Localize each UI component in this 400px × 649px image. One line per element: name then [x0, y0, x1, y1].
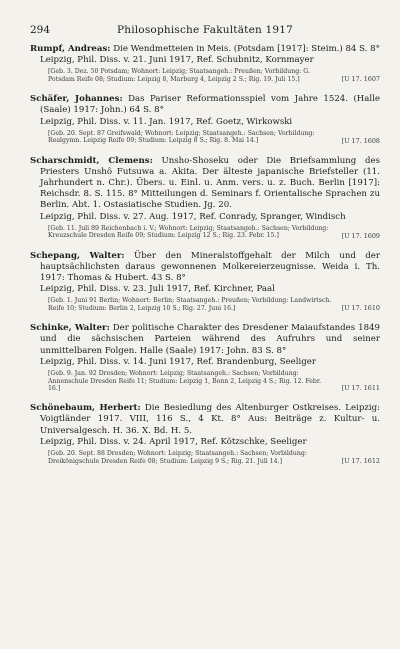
dissertation-entry [30, 94, 380, 145]
dissertation-entry [30, 44, 380, 84]
running-title: Philosophische Fakultäten 1917 [116, 24, 294, 36]
entry-title: Die Wendmetteien in Meis. (Potsdam [1917]: Steim.) 84 S. 8° [113, 44, 380, 54]
biographical-details [30, 450, 380, 466]
entry-main [30, 94, 380, 116]
biographical-details [30, 130, 380, 146]
details-text: [Geb. 20. Sept. 88 Dresden; Wohnort: Leipzig; Staatsangeh.: Sachsen; Vorbildung: Dreikönigschule Dresden Reife 08; Studium: Leipzig 9 S.; Rig. 21. Juli 14.] [48, 449, 307, 465]
dissertation-entry [30, 323, 380, 393]
entry-main [30, 403, 380, 437]
biographical-details [30, 297, 380, 313]
dissertation-info: Leipzig, Phil. Diss. v. 21. Juni 1917, Ref. Schubnitz, Kornmayer [40, 55, 314, 66]
dissertation-info: Leipzig, Phil. Diss. v. 11. Jan. 1917, Ref. Goetz, Wirkowski [40, 116, 293, 127]
author-name: Scharschmidt, Clemens: [30, 155, 153, 166]
author-name: Schäfer, Johannes: [30, 94, 123, 105]
page-number: 294 [30, 24, 51, 36]
biographical-details [30, 68, 380, 84]
entry-title: Über den Mineralstoffgehalt der Milch und der hauptsächlichsten daraus gewonnenen Molkereierzeugnisse. Weida i. Th. 1917: Thomas & Hubert. 43 S. 8° [40, 250, 380, 284]
entry-main [30, 44, 380, 55]
page-header [30, 24, 380, 36]
dissertation-entry [30, 403, 380, 466]
entry-title: Das Pariser Reformationsspiel vom Jahre 1524. (Halle (Saale) 1917: John.) 64 S. 8° [40, 94, 380, 116]
dissertation-info: Leipzig, Phil. Diss. v. 24. April 1917, Ref. Kötzschke, Seeliger [40, 436, 307, 447]
index-number: [U 17. 1612 [341, 457, 380, 466]
author-name: Rumpf, Andreas: [30, 44, 111, 54]
details-text: [Geb. 11. Juli 89 Reichenbach i. V.; Wohnort: Leipzig; Staatsangeh.: Sachsen; Vorbildung: Kreuzschule Dresden Reife 09; Studium: Leipzig 12 S.; Rig. 23. Febr. 15.] [48, 224, 329, 240]
details-text: [Geb. 3. Dez. 50 Potsdam; Wohnort: Leipzig; Staatsangeh.: Preußen; Vorbildung: G. Potsdam Reife 08; Studium: Leipzig 8, Marburg 4, Leipzig 2 S.; Rig. 19. Juli 15.] [48, 68, 310, 83]
details-text: [Geb. 20. Sept. 87 Greifswald; Wohnort: Leipzig; Staatsangeh.: Sachsen; Vorbildung: Realgymn. Leipzig Reife 09; Studium: Leipzig 8 S.; Rig. 8. Mai 14.] [48, 129, 315, 145]
dissertation-entry [30, 156, 380, 241]
biographical-details [30, 225, 380, 241]
entry-title: Unsho-Shoseku oder Die Briefsammlung des Priesters Unshô Futsuwa a. Akita. Der älteste japanische Briefsteller (11. Jahrhundert n. Chr.). Übers. u. Einl. u. Anm. vers. u. z. Buch. Berlin [1917]: Reichsdr. 8. S. 115. 8° Mitteilungen d. Seminars f. Orientalische Sprachen zu Berlin. Abt. 1. Ostasiatische Studien. Jg. 20. [40, 155, 380, 211]
index-number: [U 17. 1611 [341, 384, 380, 393]
index-number: [U 17. 1609 [341, 231, 380, 240]
details-text: [Geb. 9. Jan. 92 Dresden; Wohnort: Leipzig; Staatsangeh.: Sachsen; Vorbildung: Annenschule Dresden Reife 11; Studium: Leipzig 1, Bonn 2, Leipzig 4 S.; Rig. 12. Febr. 16.] [48, 369, 322, 393]
entry-main [30, 156, 380, 212]
author-name: Schönebaum, Herbert: [30, 403, 141, 414]
entry-main [30, 323, 380, 357]
entry-main [30, 251, 380, 285]
dissertation-info: Leipzig, Phil. Diss. v. 27. Aug. 1917, Ref. Conrady, Spranger, Windisch [40, 211, 346, 222]
dissertation-info: Leipzig, Phil. Diss. v. 14. Juni 1917, Ref. Brandenburg, Seeliger [40, 356, 316, 367]
biographical-details [30, 370, 380, 393]
dissertation-entry [30, 251, 380, 314]
details-text: [Geb. 1. Juni 91 Berlin; Wohnort: Berlin; Staatsangeh.: Preußen; Vorbildung: Landwirtsch. Reife 10; Studium: Berlin 2, Leipzig 10 S.; Rig. 27. Juni 16.] [48, 297, 332, 313]
entry-title: Die Besiedlung des Altenburger Ostkreises. Leipzig: Voigtländer 1917. VIII, 116 S., 4 Kt. 8° Aus: Beiträge z. Kultur- u. Universalgesch. H. 36. X. Bd. H. 5. [40, 403, 380, 436]
index-number: [U 17. 1608 [341, 136, 380, 145]
dissertation-info: Leipzig, Phil. Diss. v. 23. Juli 1917, Ref. Kirchner, Paal [40, 284, 275, 295]
index-number: [U 17. 1607 [341, 75, 380, 84]
author-name: Schepang, Walter: [30, 250, 125, 261]
author-name: Schinke, Walter: [30, 323, 110, 334]
entry-title: Der politische Charakter des Dresdener Maiaufstandes 1849 und die sächsischen Parteien während des Aufruhrs und seiner unmittelbaren Folgen. Halle (Saale) 1917: John. 83 S. 8° [40, 323, 381, 356]
index-number: [U 17. 1610 [341, 304, 380, 313]
